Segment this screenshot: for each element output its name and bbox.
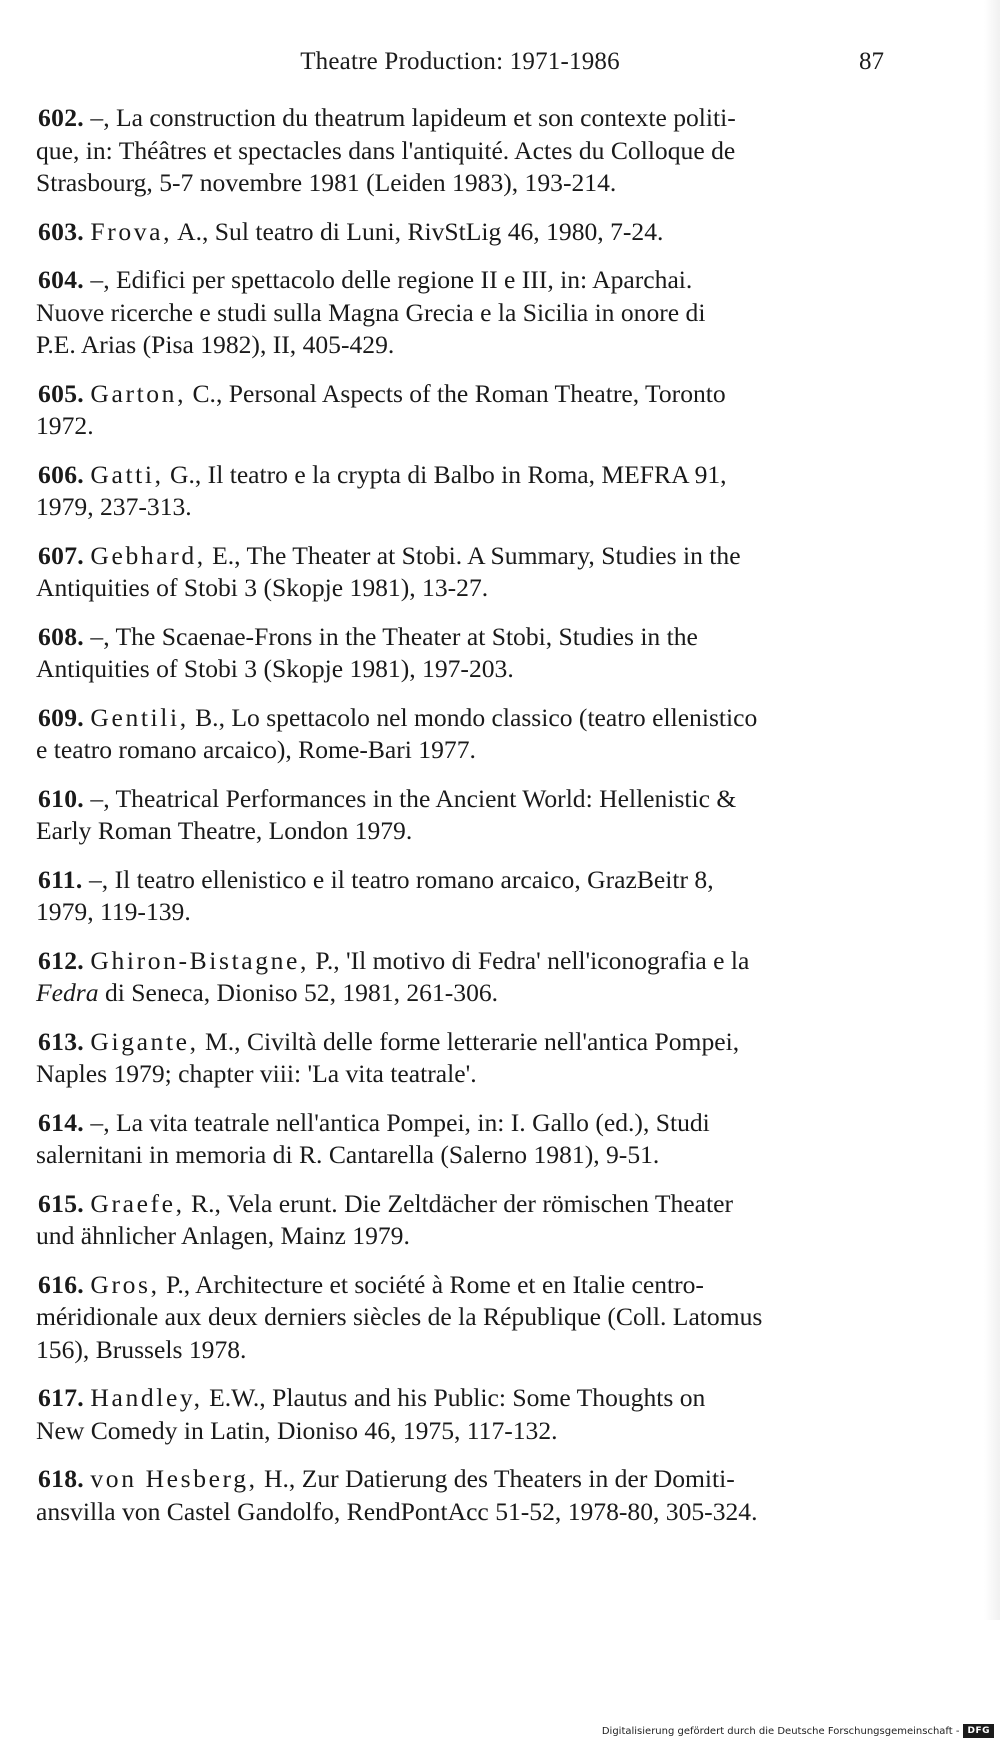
entry-text-line: G., Il teatro e la crypta di Balbo in Roma, MEFRA 91, bbox=[170, 459, 727, 489]
bibliography-entry bbox=[36, 621, 888, 686]
entry-text-line: E.W., Plautus and his Public: Some Thoughts on bbox=[209, 1383, 706, 1412]
entry-author: Gros, bbox=[90, 1269, 160, 1299]
entry-text-line: Fedra di Seneca, Dioniso 52, 1981, 261-306. bbox=[36, 978, 499, 1007]
entry-number: 614. bbox=[38, 1107, 84, 1137]
entry-author: von Hesberg, bbox=[90, 1464, 258, 1493]
bibliography-entry bbox=[36, 864, 888, 929]
entry-text-line: 1979, 237-313. bbox=[36, 492, 192, 521]
bibliography-list bbox=[36, 102, 888, 1544]
entry-text-line: H., Zur Datierung des Theaters in der Domiti- bbox=[264, 1464, 735, 1493]
entry-author: Gebhard, bbox=[90, 540, 206, 570]
entry-author: Gentili, bbox=[90, 702, 189, 732]
entry-text-line: und ähnlicher Anlagen, Mainz 1979. bbox=[36, 1221, 410, 1250]
entry-text-line: –, La vita teatrale nell'antica Pompei, in: I. Gallo (ed.), Studi bbox=[90, 1107, 710, 1137]
entry-author: Gatti, bbox=[90, 459, 164, 489]
entry-number: 608. bbox=[38, 621, 84, 651]
entry-number: 610. bbox=[38, 783, 84, 813]
bibliography-entry bbox=[36, 459, 888, 524]
entry-text-line: méridionale aux deux derniers siècles de la République (Coll. Latomus bbox=[36, 1302, 763, 1331]
entry-number: 604. bbox=[38, 265, 84, 294]
bibliography-entry bbox=[36, 783, 888, 848]
entry-number: 616. bbox=[38, 1269, 84, 1299]
entry-text-line: New Comedy in Latin, Dioniso 46, 1975, 117-132. bbox=[36, 1415, 558, 1445]
bibliography-entry bbox=[36, 540, 888, 605]
entry-text-line: A., Sul teatro di Luni, RivStLig 46, 1980, 7-24. bbox=[177, 216, 664, 246]
entry-number: 615. bbox=[38, 1188, 84, 1218]
entry-author: Garton, bbox=[90, 378, 187, 408]
digitization-footer bbox=[602, 1722, 994, 1740]
bibliography-entry bbox=[36, 1188, 888, 1253]
running-title: Theatre Production: 1971-1986 bbox=[300, 48, 620, 75]
bibliography-entry bbox=[36, 264, 888, 362]
bibliography-entry bbox=[36, 1382, 888, 1447]
entry-number: 617. bbox=[38, 1383, 84, 1412]
italic-title: Fedra bbox=[36, 978, 99, 1007]
entry-text-line: C., Personal Aspects of the Roman Theatre, Toronto bbox=[192, 378, 726, 408]
entry-text-line: R., Vela erunt. Die Zeltdächer der römischen Theater bbox=[191, 1188, 734, 1218]
entry-number: 605. bbox=[38, 378, 84, 408]
entry-number: 609. bbox=[38, 702, 84, 732]
entry-number: 607. bbox=[38, 540, 84, 570]
entry-text-line: P., 'Il motivo di Fedra' nell'iconografia e la bbox=[315, 945, 750, 975]
entry-text-line: e teatro romano arcaico), Rome-Bari 1977. bbox=[36, 735, 476, 764]
entry-number: 618. bbox=[38, 1464, 84, 1493]
entry-author: Graefe, bbox=[90, 1188, 185, 1218]
entry-text-line: P., Architecture et société à Rome et en Italie centro- bbox=[165, 1269, 704, 1299]
entry-text-line: ansvilla von Castel Gandolfo, RendPontAcc 51-52, 1978-80, 305-324. bbox=[36, 1496, 758, 1526]
entry-number: 613. bbox=[38, 1026, 84, 1056]
entry-text-line: 1972. bbox=[36, 411, 94, 440]
bibliography-entry bbox=[36, 216, 888, 249]
entry-text-line: 156), Brussels 1978. bbox=[36, 1334, 247, 1364]
entry-number: 602. bbox=[38, 103, 84, 132]
entry-number: 603. bbox=[38, 216, 84, 246]
bibliography-entry bbox=[36, 1107, 888, 1172]
entry-text-line: Antiquities of Stobi 3 (Skopje 1981), 197-203. bbox=[36, 654, 514, 683]
entry-text-line: B., Lo spettacolo nel mondo classico (teatro ellenistico bbox=[195, 702, 758, 732]
footer-credit-text: Digitalisierung gefördert durch die Deutsche Forschungsgemeinschaft - bbox=[601, 1725, 960, 1737]
page-number: 87 bbox=[859, 48, 884, 75]
bibliography-entry bbox=[36, 102, 888, 200]
entry-text-line: Strasbourg, 5-7 novembre 1981 (Leiden 1983), 193-214. bbox=[36, 168, 617, 197]
entry-text-line: –, Il teatro ellenistico e il teatro romano arcaico, GrazBeitr 8, bbox=[88, 864, 714, 894]
entry-number: 611. bbox=[38, 864, 83, 894]
entry-text-line: Nuove ricerche e studi sulla Magna Grecia e la Sicilia in onore di bbox=[36, 297, 706, 327]
entry-number: 606. bbox=[38, 459, 84, 489]
entry-text-line: salernitani in memoria di R. Cantarella (Salerno 1981), 9-51. bbox=[36, 1140, 660, 1169]
entry-text-line: P.E. Arias (Pisa 1982), II, 405-429. bbox=[36, 330, 395, 359]
entry-text-line: 1979, 119-139. bbox=[36, 897, 191, 926]
bibliography-entry bbox=[36, 378, 888, 443]
entry-text-line: Antiquities of Stobi 3 (Skopje 1981), 13-27. bbox=[36, 573, 489, 602]
entry-number: 612. bbox=[38, 945, 84, 975]
dfg-logo: DFG bbox=[963, 1724, 994, 1738]
entry-text-line: que, in: Théâtres et spectacles dans l'antiquité. Actes du Colloque de bbox=[36, 135, 736, 165]
entry-author: Handley, bbox=[90, 1383, 203, 1412]
entry-text-line: Early Roman Theatre, London 1979. bbox=[36, 816, 413, 845]
entry-text-line: –, Edifici per spettacolo delle regione II e III, in: Aparchai. bbox=[90, 265, 693, 294]
entry-text-line: Naples 1979; chapter viii: 'La vita teatrale'. bbox=[36, 1059, 477, 1088]
entry-text-line: –, The Scaenae-Frons in the Theater at Stobi, Studies in the bbox=[90, 621, 698, 651]
bibliography-entry bbox=[36, 1026, 888, 1091]
entry-text-line: E., The Theater at Stobi. A Summary, Studies in the bbox=[212, 540, 741, 570]
running-head bbox=[36, 48, 884, 82]
entry-author: Gigante, bbox=[90, 1026, 199, 1056]
bibliography-entry bbox=[36, 1463, 888, 1528]
entry-text-line: M., Civiltà delle forme letterarie nell'antica Pompei, bbox=[205, 1026, 740, 1056]
entry-author: Ghiron-Bistagne, bbox=[90, 945, 310, 975]
bibliography-entry bbox=[36, 945, 888, 1010]
bibliography-entry bbox=[36, 1269, 888, 1367]
entry-text-line: –, Theatrical Performances in the Ancient World: Hellenistic & bbox=[90, 783, 737, 813]
bibliography-entry bbox=[36, 702, 888, 767]
entry-text-line: –, La construction du theatrum lapideum et son contexte politi- bbox=[90, 103, 736, 132]
entry-author: Frova, bbox=[90, 216, 173, 246]
